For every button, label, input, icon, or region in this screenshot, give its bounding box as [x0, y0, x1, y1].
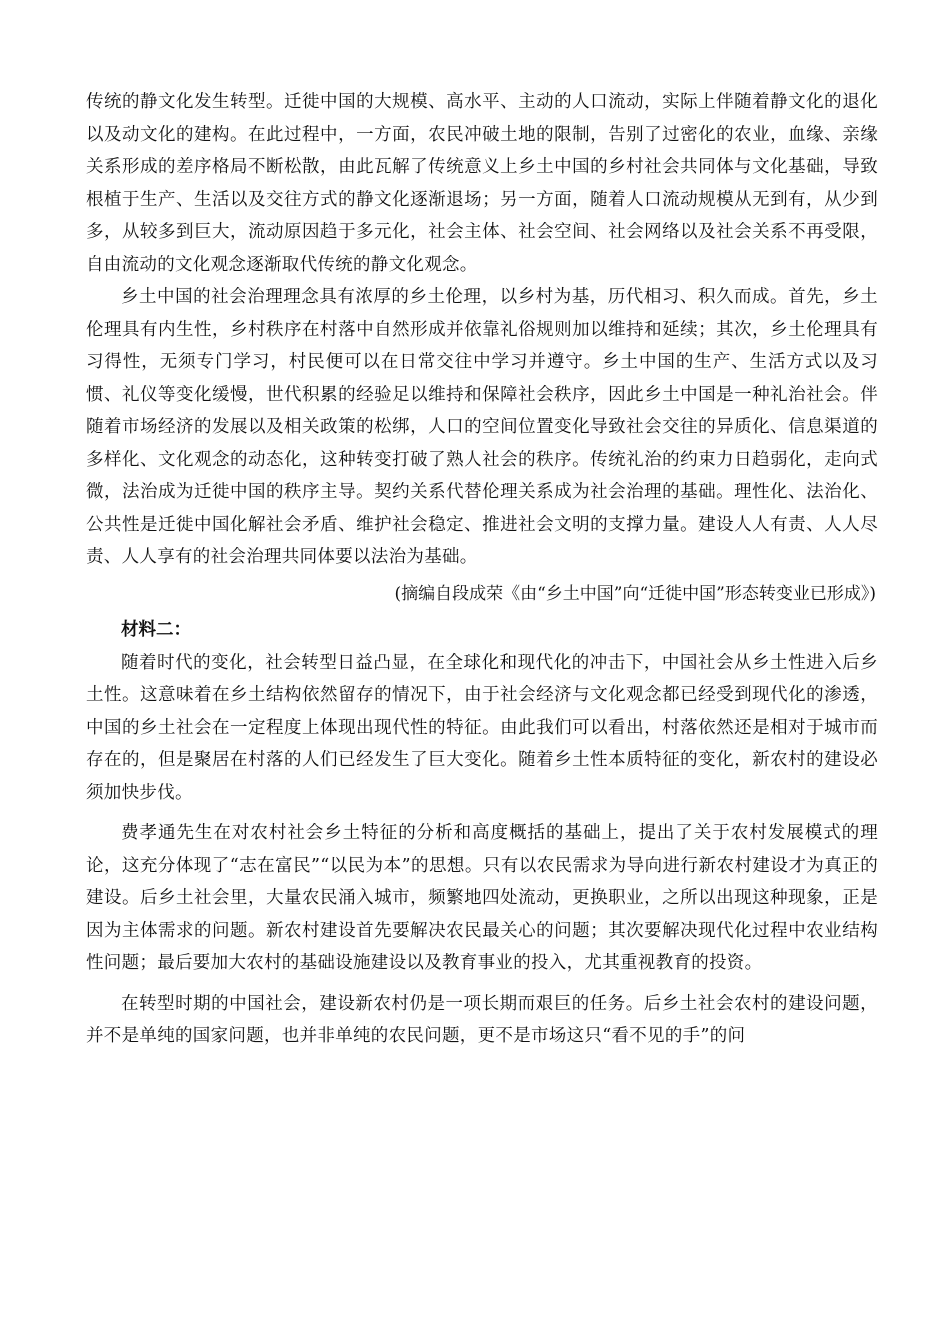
paragraph-static-culture: 传统的静文化发生转型。迁徙中国的大规模、高水平、主动的人口流动，实际上伴随着静文化的退化以及动文化的建构。在此过程中，一方面，农民冲破土地的限制，告别了过密化的农业，血缘、亲缘关系形成的差序格局不断松散，由此瓦解了传统意义上乡土中国的乡村社会共同体与文化基础，导致根植于生产、生活以及交往方式的静文化逐渐退场；另一方面，随着人口流动规模从无到有，从少到多，从较多到巨大，流动原因趋于多元化，社会主体、社会空间、社会网络以及社会关系不再受限，自由流动的文化观念逐渐取代传统的静文化观念。: [86, 92, 878, 275]
paragraph-fei-xiaotong: 费孝通先生在对农村社会乡土特征的分析和高度概括的基础上，提出了关于农村发展模式的理论，这充分体现了“志在富民”“以民为本”的思想。只有以农民需求为导向进行新农村建设才为真正的建设。后乡土社会里，大量农民涌入城市，频繁地四处流动，更换职业，之所以出现这种现象，正是因为主体需求的问题。新农村建设首先要解决农民最关心的问题；其次要解决现代化过程中农业结构性问题；最后要加大农村的基础设施建设以及教育事业的投入，尤其重视教育的投资。: [86, 823, 878, 973]
section-heading-material-two: 材料二：: [121, 620, 191, 640]
source-citation: (摘编自段成荣《由“乡土中国”向“迁徙中国”形态转变业已形成》): [394, 583, 876, 604]
document-body: [86, 86, 878, 1053]
paragraph-new-countryside: 在转型时期的中国社会，建设新农村仍是一项长期而艰巨的任务。后乡土社会农村的建设问题，并不是单纯的国家问题，也并非单纯的农民问题，更不是市场这只“看不见的手”的问: [86, 993, 878, 1046]
paragraph-post-rural: 随着时代的变化，社会转型日益凸显，在全球化和现代化的冲击下，中国社会从乡土性进入后乡土性。这意味着在乡土结构依然留存的情况下，由于社会经济与文化观念都已经受到现代化的渗透，中国的乡土社会在一定程度上体现出现代性的特征。由此我们可以看出，村落依然还是相对于城市而存在的，但是聚居在村落的人们已经发生了巨大变化。随着乡土性本质特征的变化，新农村的建设必须加快步伐。: [86, 652, 878, 803]
paragraph-governance: 乡土中国的社会治理理念具有浓厚的乡土伦理，以乡村为基，历代相习、积久而成。首先，乡土伦理具有内生性，乡村秩序在村落中自然形成并依靠礼俗规则加以维持和延续；其次，乡土伦理具有习得性，无须专门学习，村民便可以在日常交往中学习并遵守。乡土中国的生产、生活方式以及习惯、礼仪等变化缓慢，世代积累的经验足以维持和保障社会秩序，因此乡土中国是一种礼治社会。伴随着市场经济的发展以及相关政策的松绑，人口的空间位置变化导致社会交往的异质化、信息渠道的多样化、文化观念的动态化，这种转变打破了熟人社会的秩序。传统礼治的约束力日趋弱化，走向式微，法治成为迁徙中国的秩序主导。契约关系代替伦理关系成为社会治理的基础。理性化、法治化、公共性是迁徙中国化解社会矛盾、维护社会稳定、推进社会文明的支撑力量。建设人人有责、人人尽责、人人享有的社会治理共同体要以法治为基础。: [86, 287, 878, 567]
